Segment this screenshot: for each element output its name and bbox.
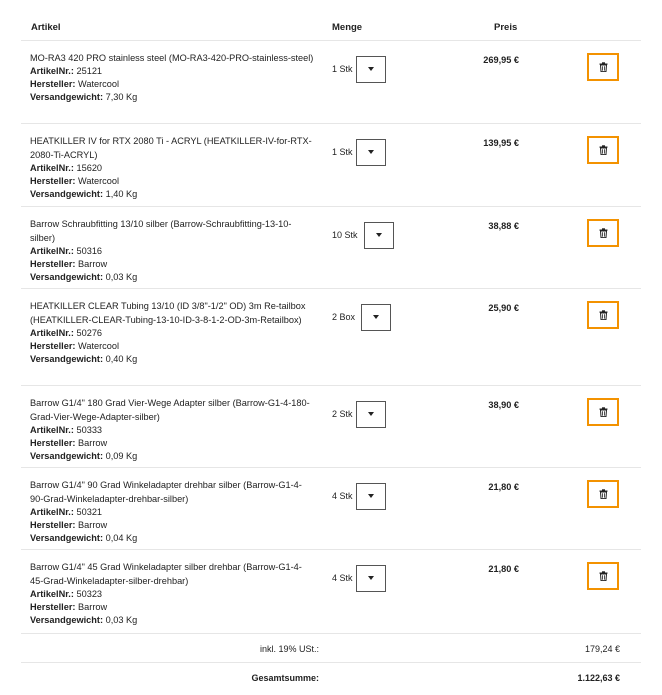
trash-icon	[599, 407, 608, 417]
manufacturer-label: Hersteller:	[30, 79, 76, 90]
cart-item-row	[21, 206, 641, 289]
item-article-no	[30, 588, 315, 601]
quantity-value: 1 Stk	[332, 147, 353, 157]
quantity-dropdown-button[interactable]	[356, 401, 386, 428]
item-name: HEATKILLER CLEAR Tubing 13/10 (ID 3/8"-1/2" OD) 3m Re-tailbox (HEATKILLER-CLEAR-Tubing-13-10-ID-3-8-1-2-OD-3m-Retailbox)	[30, 301, 306, 326]
vat-row	[21, 633, 641, 663]
item-description	[30, 396, 315, 463]
total-row	[21, 662, 641, 692]
item-price: 21,80 €	[488, 482, 519, 492]
quantity-dropdown-button[interactable]	[361, 304, 391, 331]
quantity-dropdown-button[interactable]	[356, 483, 386, 510]
quantity-selector[interactable]	[332, 137, 386, 167]
item-manufacturer	[30, 175, 315, 188]
item-name: HEATKILLER IV for RTX 2080 Ti - ACRYL (HEATKILLER-IV-for-RTX-2080-Ti-ACRYL)	[30, 136, 312, 161]
quantity-dropdown-button[interactable]	[364, 222, 394, 249]
item-price: 38,88 €	[488, 221, 519, 231]
item-description	[30, 560, 315, 627]
item-manufacturer	[30, 437, 315, 450]
item-description	[30, 51, 315, 104]
trash-icon	[599, 571, 608, 581]
item-price: 21,80 €	[488, 564, 519, 574]
manufacturer-label: Hersteller:	[30, 259, 76, 270]
quantity-value: 1 Stk	[332, 64, 353, 74]
item-manufacturer	[30, 340, 315, 353]
remove-item-button[interactable]	[587, 301, 619, 329]
manufacturer-label: Hersteller:	[30, 520, 76, 531]
total-label: Gesamtsumme:	[251, 673, 319, 683]
column-header-price: Preis	[494, 22, 518, 33]
manufacturer-value: Barrow	[78, 259, 108, 270]
total-value: 1.122,63 €	[577, 673, 620, 683]
remove-item-button[interactable]	[587, 480, 619, 508]
item-manufacturer	[30, 519, 315, 532]
manufacturer-value: Barrow	[78, 602, 108, 613]
weight-label: Versandgewicht:	[30, 615, 104, 626]
quantity-dropdown-button[interactable]	[356, 56, 386, 83]
vat-label: inkl. 19% USt.:	[259, 644, 319, 654]
item-weight	[30, 91, 315, 104]
weight-label: Versandgewicht:	[30, 272, 104, 283]
article-no-label: ArtikelNr.:	[30, 66, 74, 77]
item-name: Barrow G1/4" 180 Grad Vier-Wege Adapter silber (Barrow-G1-4-180-Grad-Vier-Wege-Adapter-silber)	[30, 398, 310, 423]
quantity-selector[interactable]	[332, 220, 394, 250]
item-description	[30, 299, 315, 366]
quantity-value: 2 Box	[332, 312, 356, 322]
item-weight	[30, 271, 315, 284]
item-description	[30, 217, 315, 284]
cart-table-header	[0, 0, 662, 40]
manufacturer-value: Watercool	[78, 341, 120, 352]
item-price: 269,95 €	[483, 55, 519, 65]
column-header-quantity: Menge	[332, 22, 363, 33]
cart-item-row	[21, 549, 641, 634]
weight-label: Versandgewicht:	[30, 354, 104, 365]
remove-item-button[interactable]	[587, 562, 619, 590]
item-manufacturer	[30, 258, 315, 271]
article-no-value: 50316	[76, 246, 103, 257]
vat-value: 179,24 €	[584, 644, 620, 654]
chevron-down-icon	[368, 576, 374, 580]
cart-item-row	[21, 123, 641, 207]
item-price: 25,90 €	[488, 303, 519, 313]
item-price: 139,95 €	[483, 138, 519, 148]
manufacturer-value: Watercool	[78, 176, 120, 187]
weight-value: 0,40 Kg	[105, 354, 138, 365]
chevron-down-icon	[368, 412, 374, 416]
article-no-value: 25121	[76, 66, 103, 77]
weight-value: 0,03 Kg	[105, 272, 138, 283]
item-weight	[30, 532, 315, 545]
item-article-no	[30, 162, 315, 175]
item-weight	[30, 450, 315, 463]
quantity-selector[interactable]	[332, 399, 386, 429]
item-description	[30, 478, 315, 545]
remove-item-button[interactable]	[587, 53, 619, 81]
quantity-value: 4 Stk	[332, 573, 353, 583]
quantity-value: 4 Stk	[332, 491, 353, 501]
weight-value: 0,03 Kg	[105, 615, 138, 626]
item-name: Barrow G1/4" 90 Grad Winkeladapter drehbar silber (Barrow-G1-4-90-Grad-Winkeladapter-drehbar-silber)	[30, 480, 302, 505]
article-no-value: 50323	[76, 589, 103, 600]
manufacturer-value: Barrow	[78, 438, 108, 449]
item-manufacturer	[30, 78, 315, 91]
chevron-down-icon	[368, 67, 374, 71]
article-no-value: 15620	[76, 163, 103, 174]
cart-item-row	[21, 385, 641, 468]
weight-label: Versandgewicht:	[30, 92, 104, 103]
trash-icon	[599, 489, 608, 499]
quantity-selector[interactable]	[332, 302, 391, 332]
cart-item-row	[21, 288, 641, 386]
manufacturer-label: Hersteller:	[30, 176, 76, 187]
article-no-value: 50333	[76, 425, 103, 436]
quantity-dropdown-button[interactable]	[356, 565, 386, 592]
weight-label: Versandgewicht:	[30, 533, 104, 544]
weight-value: 0,09 Kg	[105, 451, 138, 462]
article-no-value: 50276	[76, 328, 103, 339]
item-manufacturer	[30, 601, 315, 614]
quantity-dropdown-button[interactable]	[356, 139, 386, 166]
quantity-selector[interactable]	[332, 54, 386, 84]
cart-item-row	[21, 40, 641, 124]
manufacturer-label: Hersteller:	[30, 602, 76, 613]
weight-value: 1,40 Kg	[105, 189, 138, 200]
item-weight	[30, 614, 315, 627]
item-article-no	[30, 65, 315, 78]
cart-item-row	[21, 467, 641, 550]
column-header-article: Artikel	[31, 22, 61, 33]
item-article-no	[30, 424, 315, 437]
weight-label: Versandgewicht:	[30, 451, 104, 462]
remove-item-button[interactable]	[587, 219, 619, 247]
manufacturer-value: Barrow	[78, 520, 108, 531]
item-name: MO-RA3 420 PRO stainless steel (MO-RA3-420-PRO-stainless-steel)	[30, 53, 314, 63]
manufacturer-label: Hersteller:	[30, 438, 76, 449]
item-description	[30, 134, 315, 201]
article-no-value: 50321	[76, 507, 103, 518]
chevron-down-icon	[368, 494, 374, 498]
item-article-no	[30, 506, 315, 519]
quantity-value: 10 Stk	[332, 230, 358, 240]
quantity-value: 2 Stk	[332, 409, 353, 419]
article-no-label: ArtikelNr.:	[30, 246, 74, 257]
trash-icon	[599, 310, 608, 320]
quantity-selector[interactable]	[332, 563, 386, 593]
weight-label: Versandgewicht:	[30, 189, 104, 200]
article-no-label: ArtikelNr.:	[30, 328, 74, 339]
chevron-down-icon	[368, 150, 374, 154]
item-name: Barrow G1/4" 45 Grad Winkeladapter silber drehbar (Barrow-G1-4-45-Grad-Winkeladapter-silber-drehbar)	[30, 562, 302, 587]
weight-value: 0,04 Kg	[105, 533, 138, 544]
quantity-selector[interactable]	[332, 481, 386, 511]
remove-item-button[interactable]	[587, 136, 619, 164]
article-no-label: ArtikelNr.:	[30, 163, 74, 174]
remove-item-button[interactable]	[587, 398, 619, 426]
article-no-label: ArtikelNr.:	[30, 507, 74, 518]
item-weight	[30, 188, 315, 201]
item-article-no	[30, 245, 315, 258]
article-no-label: ArtikelNr.:	[30, 589, 74, 600]
chevron-down-icon	[373, 315, 379, 319]
trash-icon	[599, 145, 608, 155]
trash-icon	[599, 62, 608, 72]
manufacturer-label: Hersteller:	[30, 341, 76, 352]
trash-icon	[599, 228, 608, 238]
manufacturer-value: Watercool	[78, 79, 120, 90]
article-no-label: ArtikelNr.:	[30, 425, 74, 436]
weight-value: 7,30 Kg	[105, 92, 138, 103]
chevron-down-icon	[376, 233, 382, 237]
item-name: Barrow Schraubfitting 13/10 silber (Barrow-Schraubfitting-13-10-silber)	[30, 219, 292, 244]
item-article-no	[30, 327, 315, 340]
item-weight	[30, 353, 315, 366]
item-price: 38,90 €	[488, 400, 519, 410]
